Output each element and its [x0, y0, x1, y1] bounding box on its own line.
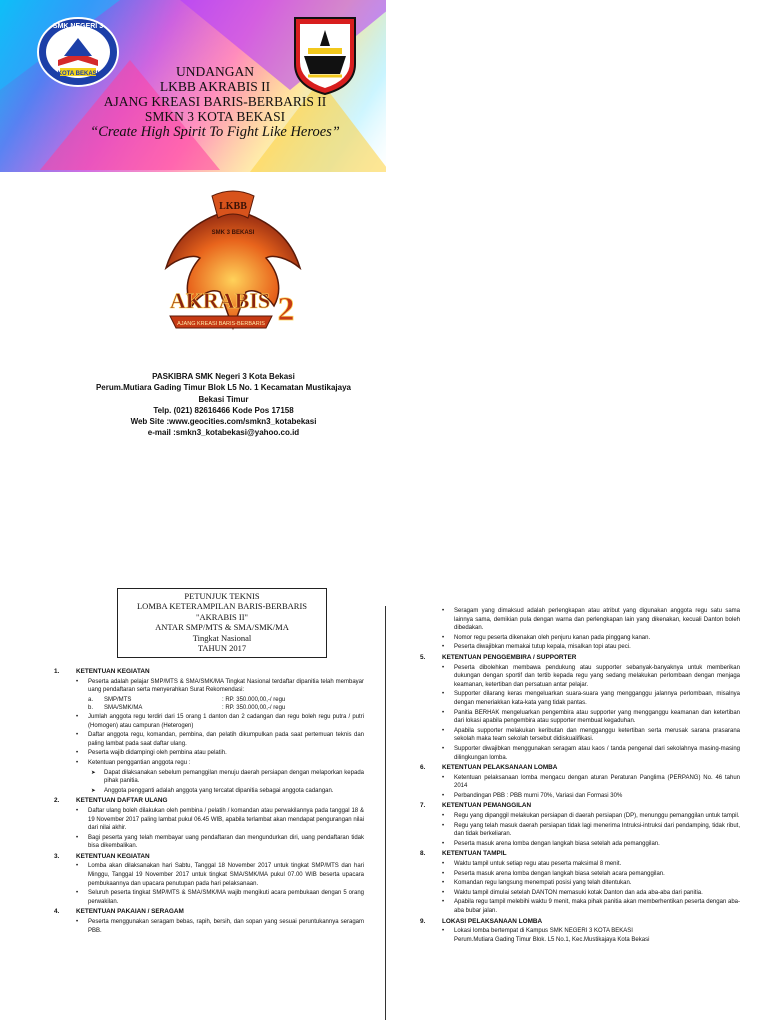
- list-item: • Peserta diwajibkan memakai tutup kepala, misalkan topi atau peci.: [420, 643, 740, 652]
- section-heading: 1. KETENTUAN KEGIATAN: [54, 668, 150, 675]
- list-item: • Lokasi lomba bertempat di Kampus SMK NEGERI 3 KOTA BEKASI Perum.Mutiara Gading Timur Blok. L5 No.1, Kec.Mustikajaya Kota Bekasi: [420, 927, 740, 944]
- list-item: • Perbandingan PBB : PBB murni 70%, Variasi dan Formasi 30%: [420, 792, 740, 801]
- emblem-top-text: LKBB: [219, 201, 247, 212]
- fee-row: a. SMP/MTS : RP. 350.000,00,-/ regu: [88, 696, 286, 703]
- list-item: • Ketentuan penggantian anggota regu :: [54, 759, 364, 768]
- organizer-address: [76, 371, 371, 439]
- section-heading: 7. KETENTUAN PEMANGGILAN: [420, 802, 532, 810]
- address-street: Perum.Mutiara Gading Timur Blok L5 No. 1 Kecamatan Mustikajaya: [95, 383, 352, 393]
- logo-left-bottom-text: KOTA BEKASI: [57, 71, 99, 77]
- list-item: • Waktu tampil untuk setiap regu atau peserta maksimal 8 menit.: [420, 860, 740, 869]
- list-item: • Peserta masuk arena lomba dengan langkah biasa setelah acara pemanggilan.: [420, 870, 740, 879]
- guide-title-line: LOMBA KETERAMPILAN BARIS-BERBARIS: [136, 601, 308, 612]
- column-divider: [385, 606, 386, 1020]
- banner-line-subtitle: AJANG KREASI BARIS-BERBARIS II: [103, 94, 327, 109]
- left-column: [54, 666, 364, 936]
- guide-title-line: TAHUN 2017: [197, 643, 247, 654]
- fee-row: b. SMA/SMK/MA : RP. 350.000,00,-/ regu: [88, 705, 286, 712]
- list-item: • Peserta menggunakan seragam bebas, rapih, bersih, dan sopan yang sesuai peruntukannya seragam PBB.: [54, 918, 364, 935]
- address-city: Bekasi Timur: [198, 394, 249, 404]
- emblem-name-text: AKRABIS: [169, 288, 271, 313]
- list-item: • Regu yang dipanggil melakukan persiapan di daerah persiapan (DP), menunggu pemanggilan untuk tampil.: [420, 812, 740, 821]
- emblem-mid-text: SMK 3 BEKASI: [211, 230, 255, 236]
- emblem-number-text: 2: [277, 291, 295, 328]
- list-item: • Peserta adalah pelajar SMP/MTS & SMA/SMK/MA Tingkat Nasional terdaftar dipanitia telah membayar uang pendaftaran serta menyerahkan Surat Rekomendasi:: [54, 678, 364, 695]
- list-item: • Panitia BERHAK mengeluarkan pengembira atau supporter yang mengganggu keamanan dan ketertiban dari lokasi apabila pengembira atau supporter membuat kegaduhan.: [420, 709, 740, 726]
- akrabis-emblem: [148, 188, 318, 348]
- list-item: • Lomba akan dilaksanakan hari Sabtu, Tanggal 18 November 2017 untuk tingkat SMP/MTS dan hari Minggu, Tanggal 19 November 2017 untuk tingkat SMA/SMK/MA pukul 07.00 WIB beserta upacara pembukaannya dan upacara penutupan pada hari pelaksanaan.: [54, 862, 364, 888]
- list-item: • Supporter dilarang keras mengeluarkan suara-suara yang mengganggu jalannya perlombaan, misalnya dengan meneriakkan kata-kata yang tidak pantas.: [420, 690, 740, 707]
- banner-line-event: LKBB AKRABIS II: [159, 79, 271, 94]
- banner-line-undangan: UNDANGAN: [176, 64, 254, 79]
- header-banner: [0, 0, 386, 172]
- section-heading: 3. KETENTUAN KEGIATAN: [54, 852, 150, 860]
- list-item: • Komandan regu langsung menempati posisi yang telah ditentukan.: [420, 879, 740, 888]
- address-website: Web Site :www.geocities.com/smkn3_kotabekasi: [130, 417, 317, 427]
- list-item: • Peserta wajib didampingi oleh pembina atau pelatih.: [54, 749, 364, 758]
- list-item: • Peserta dibolehkan membawa pendukung atau supporter sebanyak-banyaknya untuk memberikan dukungan dengan sportif dan tertib kepada regu yang sedang melakukan perlombaan dengan menjaga keamanan, ketertiban dan persatuan antar pelajar.: [420, 664, 740, 690]
- list-item: • Ketentuan pelaksanaan lomba mengacu dengan aturan Peraturan Panglima (PERPANG) No. 46 tahun 2014: [420, 774, 740, 791]
- emblem-ribbon-text: AJANG KREASI BARIS-BERBARIS: [177, 321, 265, 327]
- address-phone: Telp. (021) 82616466 Kode Pos 17158: [153, 405, 294, 415]
- list-item: • Seluruh peserta tingkat SMP/MTS & SMA/SMK/MA wajib mengikuti acara pembukaan dengan 5 orang perwakilan.: [54, 889, 364, 906]
- address-email: e-mail :smkn3_kotabekasi@yahoo.co.id: [147, 428, 300, 438]
- section-heading: 6. KETENTUAN PELAKSANAAN LOMBA: [420, 764, 558, 772]
- banner-line-school: SMKN 3 KOTA BEKASI: [144, 109, 286, 124]
- guide-title-line: Tingkat Nasional: [192, 632, 252, 643]
- sub-list-item: ➤ Dapat dilaksanakan sebelum pemanggilan menuju daerah persiapan dengan melaporkan kepada pihak panitia.: [54, 769, 364, 786]
- banner-title-block: [90, 64, 340, 140]
- sub-list-item: ➤ Anggota pengganti adalah anggota yang tercatat dipanitia sebagai anggota cadangan.: [54, 787, 364, 796]
- list-item: • Peserta masuk arena lomba dengan langkah biasa setelah ada pemanggilan.: [420, 840, 740, 849]
- right-column: [420, 607, 740, 945]
- list-item: • Apabila supporter melakukan keributan dan mengganggu ketertiban serta merusak sarana prasarana sekolah maka team sekolah tersebut didiskualifikasi.: [420, 727, 740, 744]
- guide-title-line: PETUNJUK TEKNIS: [184, 591, 260, 601]
- section-heading: 8. KETENTUAN TAMPIL: [420, 850, 507, 858]
- list-item: • Bagi peserta yang telah membayar uang pendaftaran dan mengundurkan diri, uang pendaftaran tidak bisa dikembalikan.: [54, 834, 364, 851]
- section-heading: 9. LOKASI PELAKSANAAN LOMBA: [420, 917, 543, 925]
- section-heading: 4. KETENTUAN PAKAIAN / SERAGAM: [54, 908, 184, 916]
- guide-title-line: "AKRABIS II": [195, 611, 249, 622]
- list-item: • Nomor regu peserta dikenakan oleh penjuru kanan pada pinggang kanan.: [420, 634, 740, 643]
- list-item: • Apabila regu tampil melebihi waktu 9 menit, maka pihak panitia akan memberhentikan peserta dengan aba-aba bubar jalan.: [420, 898, 740, 915]
- list-item: • Daftar ulang boleh dilakukan oleh pembina / pelatih / komandan atau perwakilannya pada tanggal 18 & 19 November 2017 paling lambat pukul 06.45 WIB, apabila terlambat akan mendapat pengurangan nilai dari nilai akhir.: [54, 807, 364, 833]
- list-item: • Waktu tampil dimulai setelah DANTON memasuki kotak Danton dan ada aba-aba dari panitia.: [420, 889, 740, 898]
- section-heading: 5. KETENTUAN PENGGEMBIRA / SUPPORTER: [420, 653, 577, 661]
- logo-left-top-text: SMK NEGERI 3: [52, 23, 104, 30]
- list-item: • Daftar anggota regu, komandan, pembina, dan pelatih dikumpulkan pada saat pertemuan teknis dan paling lambat pada saat daftar ulang.: [54, 731, 364, 748]
- guide-title-line: ANTAR SMP/MTS & SMA/SMK/MA: [155, 622, 289, 633]
- list-item: • Seragam yang dimaksud adalah perlengkapan atau atribut yang digunakan anggota regu satu sama lainnya sama, demikian pula dengan warna dan perlengkapan lain yang dikenakan, kecuali Danton boleh dibedakan.: [420, 607, 740, 633]
- technical-guide-title-box: [117, 588, 327, 658]
- banner-motto: “Create High Spirit To Fight Like Heroes”: [90, 124, 340, 140]
- list-item: • Regu yang telah masuk daerah persiapan tidak lagi menerima Intruksi-intruksi dari pendamping, tidak ribut, dan tidak berkeliaran.: [420, 822, 740, 839]
- list-item: • Supporter diwajibkan menggunakan seragam atau kaos / tanda pengenal dari sekolahnya masing-masing dilingkungan lomba.: [420, 745, 740, 762]
- section-heading: 2. KETENTUAN DAFTAR ULANG: [54, 797, 168, 805]
- list-item: • Jumlah anggota regu terdiri dari 15 orang 1 danton dan 2 cadangan dan regu boleh regu putra / putri (Homogen) atau campuran (Heterogen): [54, 713, 364, 730]
- address-organizer: PASKIBRA SMK Negeri 3 Kota Bekasi: [152, 372, 295, 381]
